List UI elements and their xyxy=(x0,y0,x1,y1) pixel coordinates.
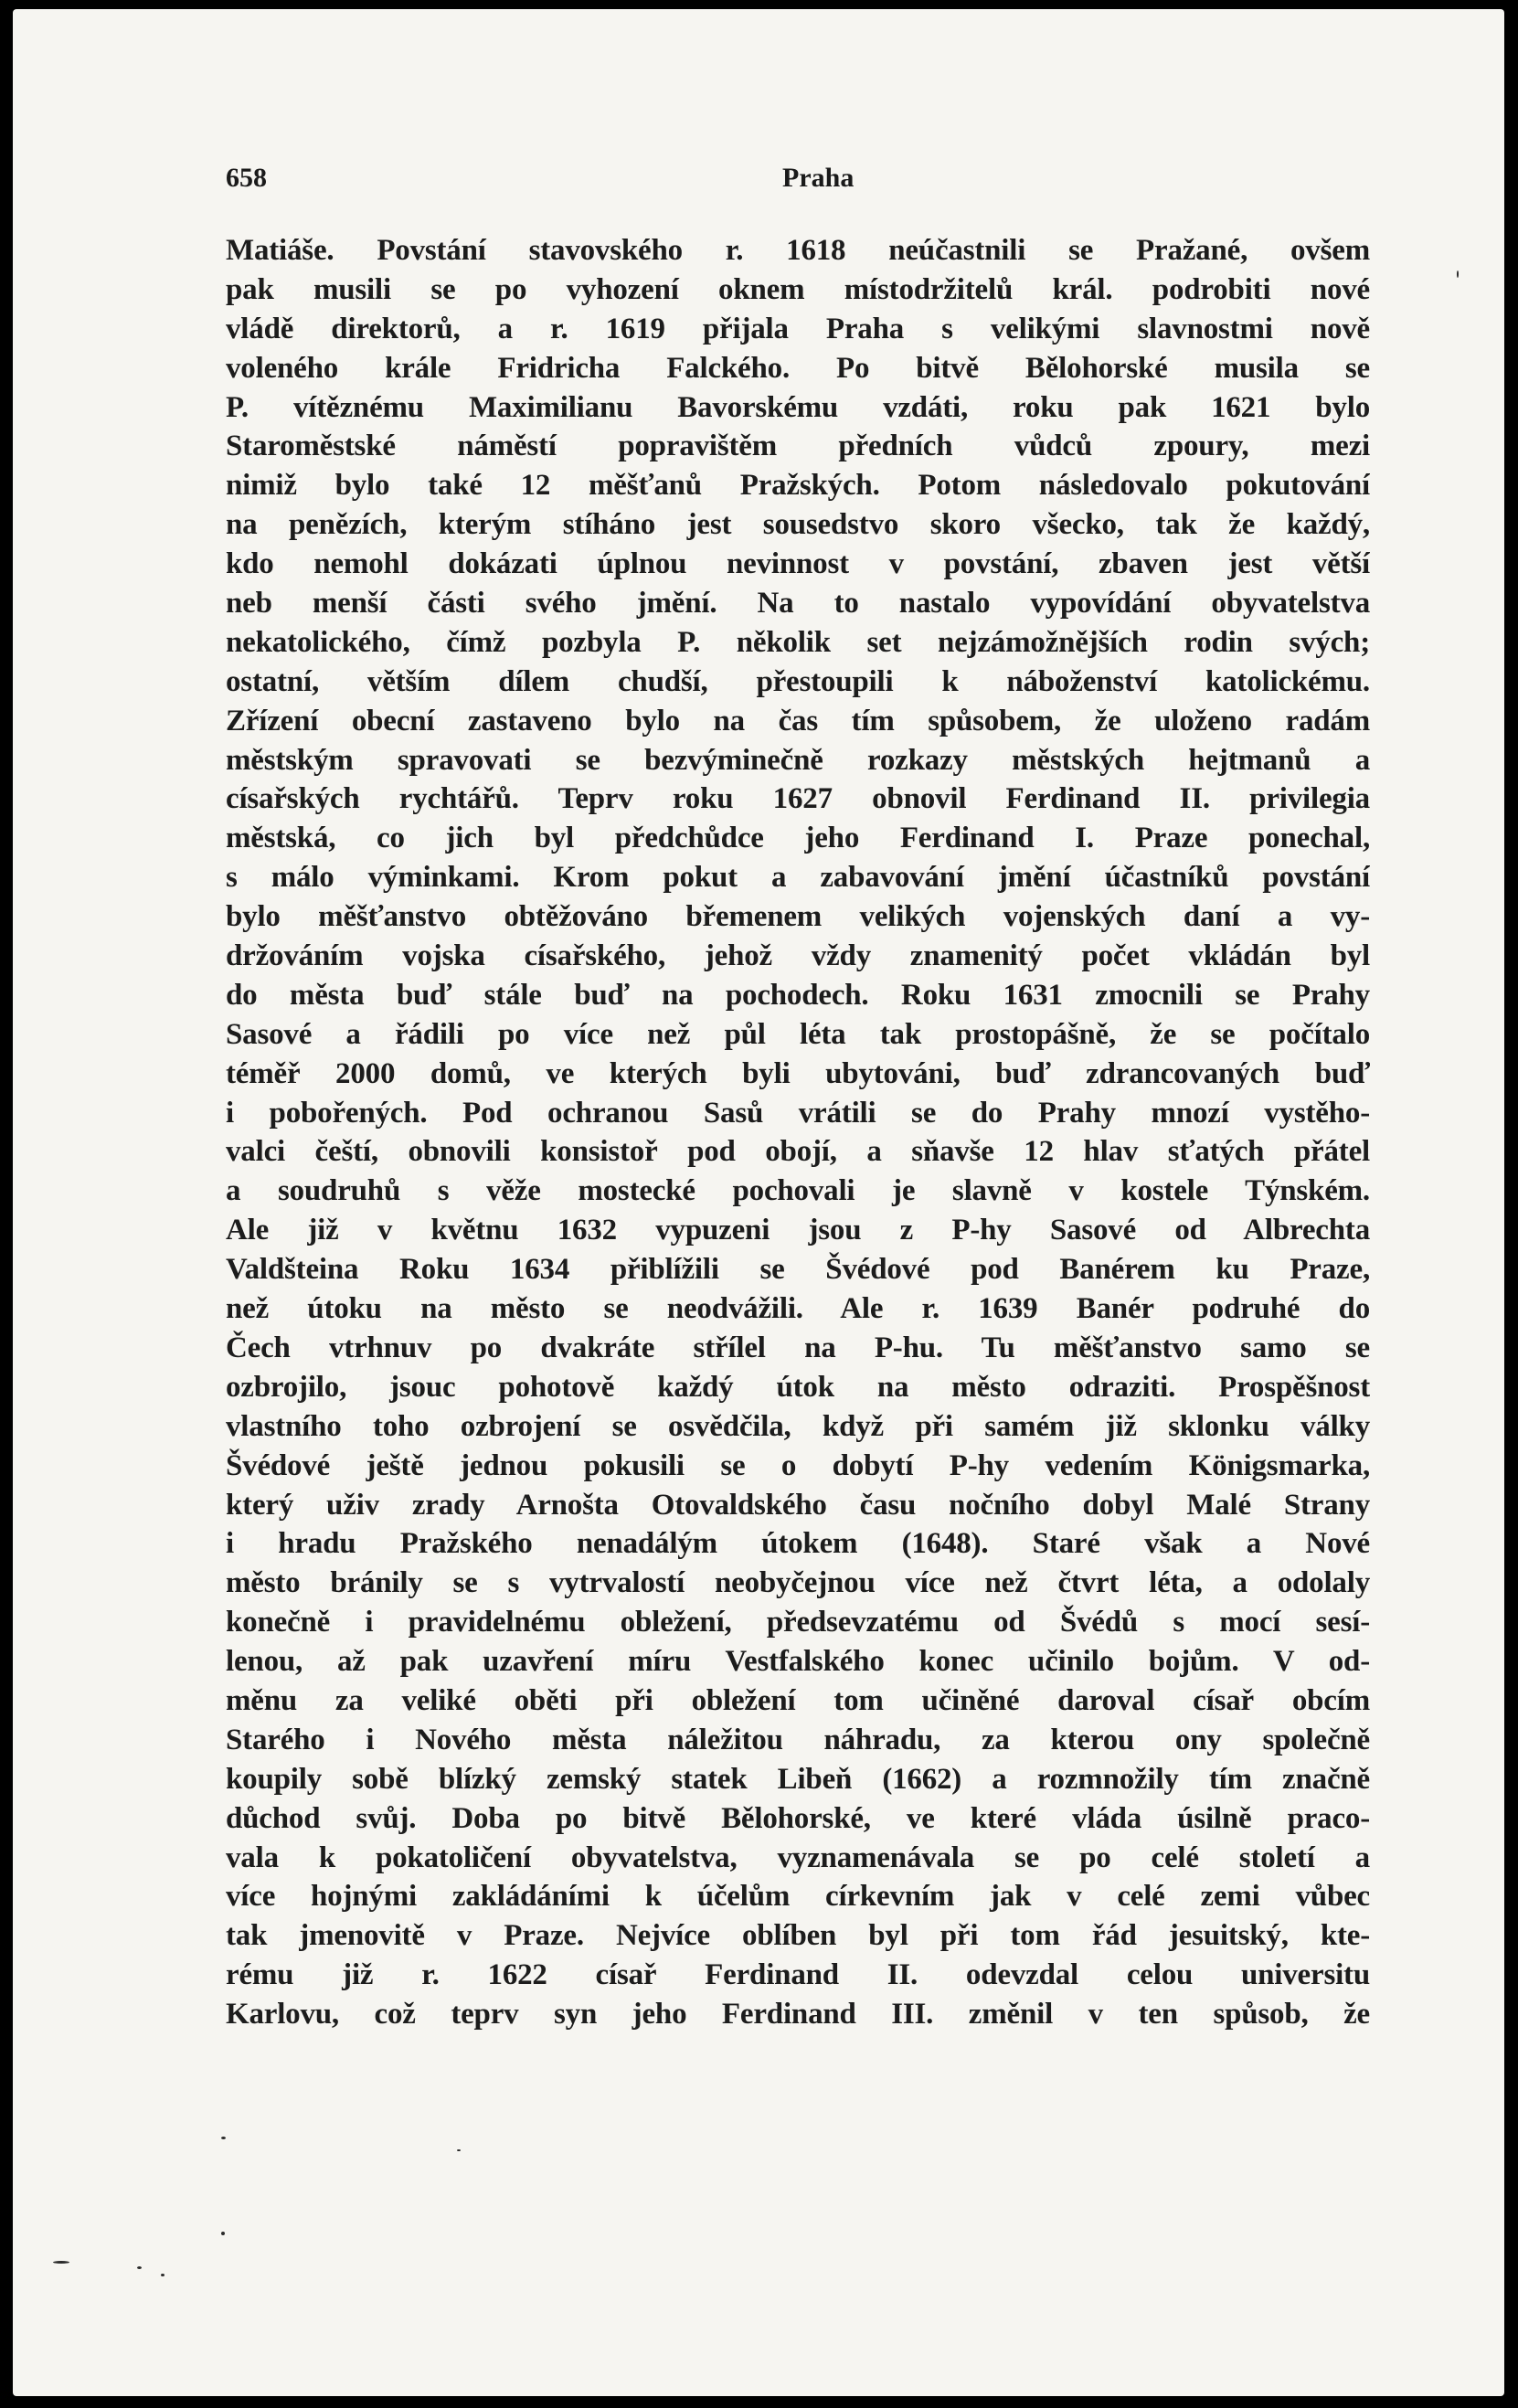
text-line: nimiž bylo také 12 měšťanů Pražských. Potom následovalo pokutování xyxy=(226,469,1370,503)
speck xyxy=(137,2266,142,2269)
page-header xyxy=(13,163,1504,199)
text-line: měnu za veliké oběti při obležení tom učiněné daroval císař obcím xyxy=(226,1683,1370,1717)
text-line: rému již r. 1622 císař Ferdinand II. odevzdal celou universitu xyxy=(226,1958,1370,1992)
text-line: než útoku na město se neodvážili. Ale r. 1639 Banér podruhé do xyxy=(226,1292,1370,1326)
text-line: kdo nemohl dokázati úplnou nevinnost v povstání, zbaven jest větší xyxy=(226,547,1370,581)
text-line: Zřízení obecní zastaveno bylo na čas tím spůsobem, že uloženo radám xyxy=(226,704,1370,737)
body-text xyxy=(226,231,1370,2034)
text-line: pak musili se po vyhození oknem místodržitelů král. podrobiti nové xyxy=(226,272,1370,306)
text-line: a soudruhů s věže mostecké pochovali je slavně v kostele Týnském. xyxy=(226,1174,1370,1208)
text-line: Sasové a řádili po více než půl léta tak prostopášně, že se počítalo xyxy=(226,1017,1370,1051)
text-line: městská, co jich byl předchůdce jeho Ferdinand I. Praze ponechal, xyxy=(226,822,1370,855)
text-line: Čech vtrhnuv po dvakráte střílel na P-hu. Tu měšťanstvo samo se xyxy=(226,1331,1370,1364)
speck xyxy=(161,2274,165,2276)
speck xyxy=(1457,271,1459,278)
text-line: voleného krále Fridricha Falckého. Po bitvě Bělohorské musila se xyxy=(226,351,1370,385)
text-line: důchod svůj. Doba po bitvě Bělohorské, ve které vláda úsilně praco- xyxy=(226,1801,1370,1835)
text-line: Starého i Nového města náležitou náhradu, za kterou ony společně xyxy=(226,1723,1370,1756)
text-line: P. vítěznému Maximilianu Bavorskému vzdáti, roku pak 1621 bylo xyxy=(226,390,1370,424)
speck xyxy=(221,2137,226,2139)
text-line: lenou, až pak uzavření míru Vestfalského konec učinilo bojům. V od- xyxy=(226,1645,1370,1679)
text-line: Karlovu, což teprv syn jeho Ferdinand III. změnil v ten spůsob, že xyxy=(226,1998,1370,2031)
text-line: ozbrojilo, jsouc pohotově každý útok na město odraziti. Prospěšnost xyxy=(226,1370,1370,1404)
text-line: držováním vojska císařského, jehož vždy znamenitý počet vkládán byl xyxy=(226,939,1370,973)
speck xyxy=(221,2232,225,2235)
text-line: bylo měšťanstvo obtěžováno břemenem velikých vojenských daní a vy- xyxy=(226,900,1370,934)
text-line: s málo výminkami. Krom pokut a zabavování jmění účastníků povstání xyxy=(226,861,1370,895)
text-line: valci čeští, obnovili konsistoř pod obojí, a sňavše 12 hlav sťatých přátel xyxy=(226,1135,1370,1169)
speck xyxy=(53,2261,69,2264)
text-line: ostatní, větším dílem chudší, přestoupili k náboženství katolickému. xyxy=(226,664,1370,698)
text-line: i hradu Pražského nenadálým útokem (1648). Staré však a Nové xyxy=(226,1527,1370,1561)
text-line: Ale již v květnu 1632 vypuzeni jsou z P-hy Sasové od Albrechta xyxy=(226,1214,1370,1247)
text-line: vládě direktorů, a r. 1619 přijala Praha s velikými slavnostmi nově xyxy=(226,312,1370,345)
text-line: Valdšteina Roku 1634 přiblížili se Švédové pod Banérem ku Praze, xyxy=(226,1253,1370,1287)
text-line: který uživ zrady Arnošta Otovaldského času nočního dobyl Malé Strany xyxy=(226,1488,1370,1522)
text-line: konečně i pravidelnému obležení, předsevzatému od Švédů s mocí sesí- xyxy=(226,1606,1370,1639)
text-line: Matiáše. Povstání stavovského r. 1618 neúčastnili se Pražané, ovšem xyxy=(226,234,1370,267)
text-line: město bránily se s vytrvalostí neobyčejnou více než čtvrt léta, a odolaly xyxy=(226,1566,1370,1600)
text-line: vala k pokatoličení obyvatelstva, vyznamenávala se po celé století a xyxy=(226,1840,1370,1874)
text-line: císařských rychtářů. Teprv roku 1627 obnovil Ferdinand II. privilegia xyxy=(226,782,1370,816)
text-line: Švédové ještě jednou pokusili se o dobytí P-hy vedením Königsmarka, xyxy=(226,1448,1370,1482)
text-line: městským spravovati se bezvýminečně rozkazy městských hejtmanů a xyxy=(226,743,1370,777)
page-number: 658 xyxy=(226,163,267,193)
text-line: více hojnými zakládáními k účelům církevním jak v celé zemi vůbec xyxy=(226,1880,1370,1914)
text-line: vlastního toho ozbrojení se osvědčila, když při samém již sklonku války xyxy=(226,1409,1370,1443)
text-line: na penězích, kterým stíháno jest sousedstvo skoro všecko, tak že každý, xyxy=(226,508,1370,542)
text-line: koupily sobě blízký zemský statek Libeň (1662) a rozmnožily tím značně xyxy=(226,1762,1370,1796)
text-line: do města buď stále buď na pochodech. Roku 1631 zmocnili se Prahy xyxy=(226,978,1370,1012)
text-line: téměř 2000 domů, ve kterých byli ubytováni, buď zdrancovaných buď xyxy=(226,1056,1370,1090)
text-line: neb menší části svého jmění. Na to nastalo vypovídání obyvatelstva xyxy=(226,587,1370,621)
text-line: tak jmenovitě v Praze. Nejvíce oblíben byl při tom řád jesuitský, kte- xyxy=(226,1919,1370,1953)
text-line: i pobořených. Pod ochranou Sasů vrátili se do Prahy mnozí vystěho- xyxy=(226,1096,1370,1130)
book-page xyxy=(13,9,1504,2396)
speck xyxy=(457,2149,461,2151)
running-head: Praha xyxy=(782,163,855,193)
text-line: Staroměstské náměstí popravištěm předních vůdců zpoury, mezi xyxy=(226,430,1370,463)
text-line: nekatolického, čímž pozbyla P. několik set nejzámožnějších rodin svých; xyxy=(226,625,1370,659)
